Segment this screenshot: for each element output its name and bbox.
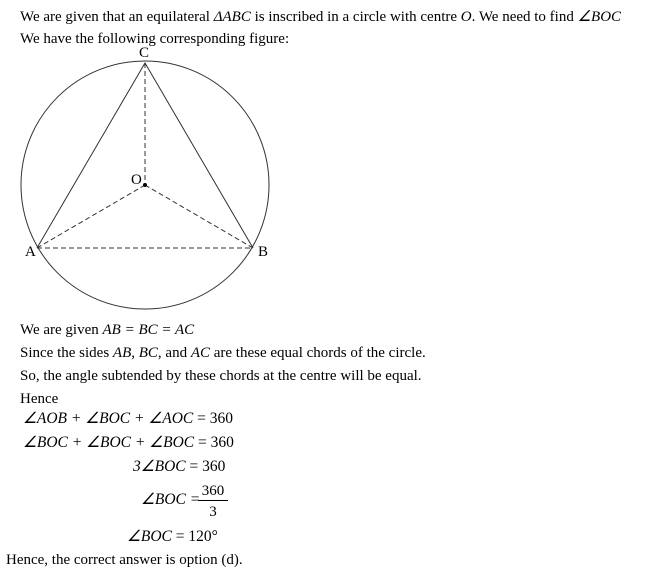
equation-4 (141, 491, 200, 509)
lhs: 3∠BOC (133, 458, 186, 475)
label-b: B (258, 244, 269, 260)
centre-o: O (460, 9, 472, 25)
angle-boc: ∠BOC (577, 9, 622, 25)
centre-point (143, 183, 147, 187)
rhs: = 360 (193, 410, 233, 427)
text: . We need to find (471, 9, 578, 25)
rhs: = 120° (171, 528, 218, 545)
hence-line: Hence (20, 391, 59, 407)
radius-ob (145, 185, 253, 248)
side: BC (138, 345, 158, 361)
label-o: O (131, 172, 142, 188)
text: We are given that an equilateral (20, 9, 214, 25)
circle-figure (0, 0, 300, 320)
radius-oa (37, 185, 145, 248)
lhs: ∠BOC + ∠BOC + ∠BOC (23, 434, 195, 451)
equation-3 (133, 458, 225, 476)
intro-line-2: We have the following corresponding figure: (20, 31, 290, 47)
equation-2 (23, 434, 234, 452)
label-a: A (25, 244, 36, 260)
rhs: = 360 (185, 458, 226, 475)
text: Since the sides (20, 345, 113, 361)
side: AB (112, 345, 132, 361)
triangle-abc: ΔABC (213, 9, 251, 25)
since-line (20, 344, 426, 362)
so-line: So, the angle subtended by these chords at the centre will be equal. (20, 368, 422, 384)
text: are these equal chords of the circle. (210, 345, 426, 361)
text: , and (157, 345, 191, 361)
given-line (20, 321, 194, 339)
lhs: ∠BOC (127, 528, 172, 545)
side: AC (190, 345, 210, 361)
rhs: = 360 (194, 434, 234, 451)
lhs: ∠BOC = (141, 491, 201, 508)
fraction-numerator: 360 (198, 482, 228, 501)
equal-sides: AB = BC = AC (102, 322, 195, 338)
text: is inscribed in a circle with centre (250, 9, 461, 25)
equation-5 (127, 528, 218, 546)
equation-1 (23, 410, 233, 428)
text: We are given (20, 322, 103, 338)
fraction-denominator: 3 (209, 504, 217, 520)
text: , (131, 345, 139, 361)
conclusion: Hence, the correct answer is option (d). (6, 552, 243, 568)
label-c: C (139, 45, 150, 61)
lhs: ∠AOB + ∠BOC + ∠AOC (23, 410, 194, 427)
